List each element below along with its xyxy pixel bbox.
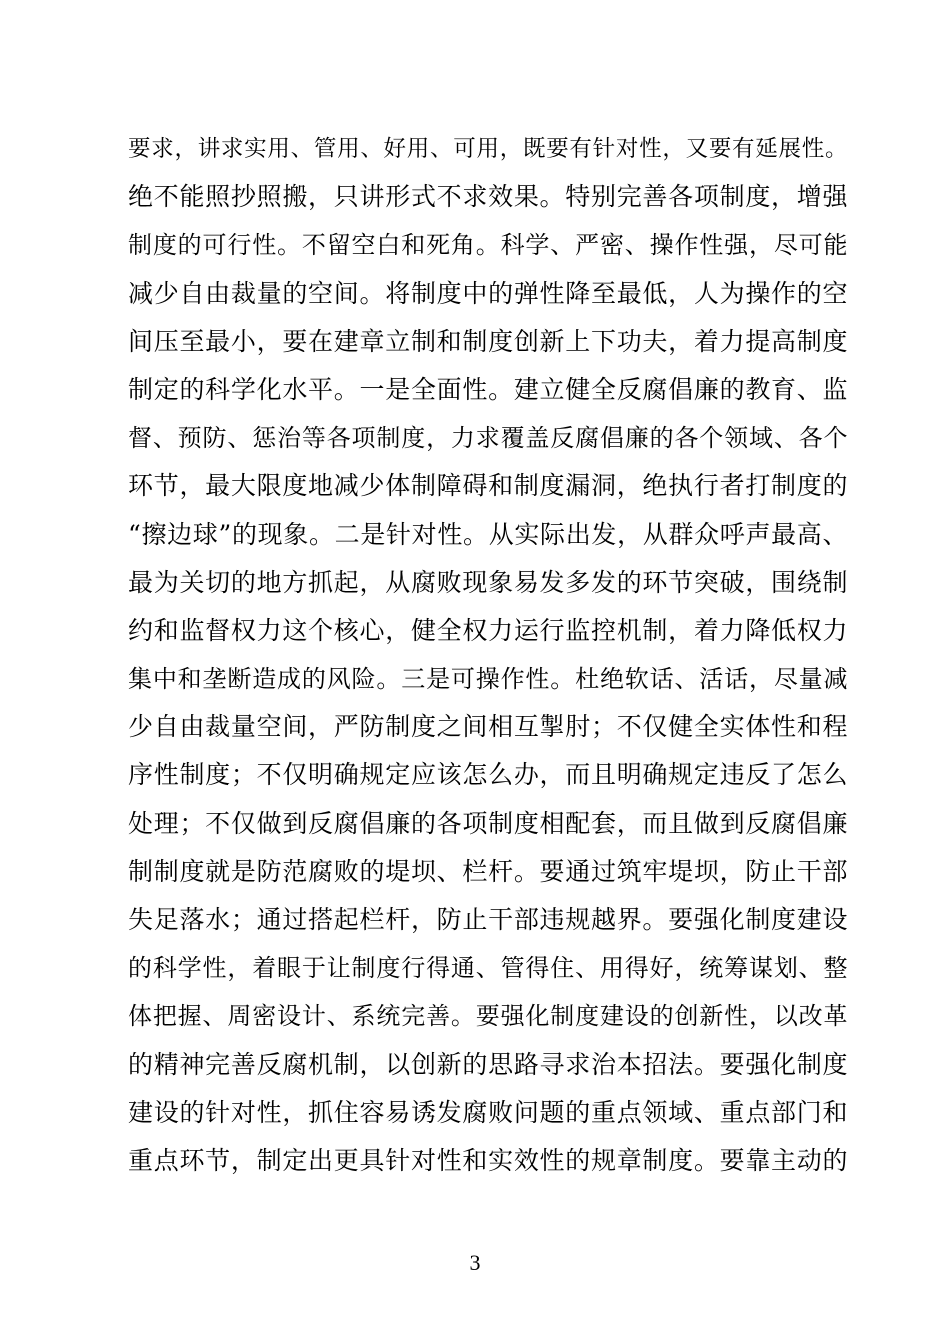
text-line: 少自由裁量空间，严防制度之间相互掣肘；不仅健全实体性和程 xyxy=(128,712,848,742)
text-line: 绝不能照抄照搬，只讲形式不求效果。特别完善各项制度，增强 xyxy=(128,182,848,212)
text-line: 制定的科学化水平。一是全面性。建立健全反腐倡廉的教育、监 xyxy=(128,374,848,404)
body-paragraph xyxy=(128,125,848,1185)
text-line: 处理；不仅做到反腐倡廉的各项制度相配套，而且做到反腐倡廉 xyxy=(128,808,848,838)
text-line: “擦边球”的现象。二是针对性。从实际出发，从群众呼声最高、 xyxy=(128,519,848,549)
text-line: 间压至最小，要在建章立制和制度创新上下功夫，着力提高制度 xyxy=(128,326,848,356)
text-line: 减少自由裁量的空间。将制度中的弹性降至最低，人为操作的空 xyxy=(128,278,848,308)
text-line: 重点环节，制定出更具针对性和实效性的规章制度。要靠主动的 xyxy=(128,1145,848,1175)
text-line: 制度的可行性。不留空白和死角。科学、严密、操作性强，尽可能 xyxy=(128,231,848,260)
text-line: 的精神完善反腐机制，以创新的思路寻求治本招法。要强化制度 xyxy=(128,1049,848,1079)
text-line: 体把握、周密设计、系统完善。要强化制度建设的创新性，以改革 xyxy=(128,1002,848,1031)
text-line: 建设的针对性，抓住容易诱发腐败问题的重点领域、重点部门和 xyxy=(128,1097,848,1127)
text-line: 的科学性，着眼于让制度行得通、管得住、用得好，统筹谋划、整 xyxy=(128,954,848,983)
text-line: 制制度就是防范腐败的堤坝、栏杆。要通过筑牢堤坝，防止干部 xyxy=(128,856,848,886)
text-line: 失足落水；通过搭起栏杆，防止干部违规越界。要强化制度建设 xyxy=(128,905,848,934)
text-line: 要求，讲求实用、管用、好用、可用，既要有针对性，又要有延展性。 xyxy=(128,136,848,162)
text-line: 督、预防、惩治等各项制度，力求覆盖反腐倡廉的各个领域、各个 xyxy=(128,424,848,453)
page-number: 3 xyxy=(469,1250,481,1275)
text-line: 约和监督权力这个核心，健全权力运行监控机制，着力降低权力 xyxy=(128,615,848,645)
text-line: 最为关切的地方抓起，从腐败现象易发多发的环节突破，围绕制 xyxy=(128,567,848,597)
text-line: 序性制度；不仅明确规定应该怎么办，而且明确规定违反了怎么 xyxy=(128,760,848,790)
text-line: 集中和垄断造成的风险。三是可操作性。杜绝软话、活话，尽量减 xyxy=(128,665,848,694)
text-line: 环节，最大限度地减少体制障碍和制度漏洞，绝执行者打制度的 xyxy=(128,471,848,501)
